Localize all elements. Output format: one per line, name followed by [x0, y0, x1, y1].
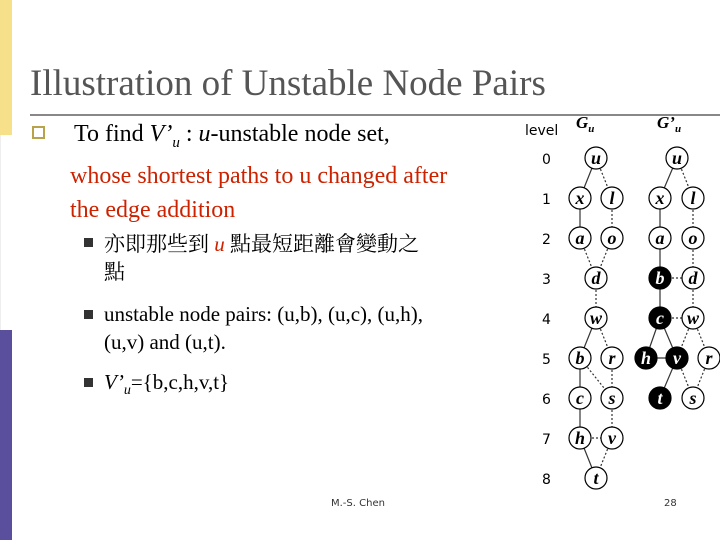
- level-number: 8: [542, 472, 551, 488]
- graph-node-label: u: [671, 148, 683, 168]
- level-number: 5: [542, 352, 551, 368]
- line1-colon: :: [179, 121, 199, 147]
- graph-node-label: d: [688, 268, 698, 288]
- sub-bullet-icon: [84, 238, 93, 247]
- graph-node-label: s: [608, 388, 616, 408]
- graph-node-label: h: [640, 348, 652, 368]
- graph-node-label: h: [574, 428, 586, 448]
- level-number: 2: [542, 232, 551, 248]
- graph-node-label: o: [607, 228, 617, 248]
- side-bar-bottom: [0, 330, 12, 540]
- level-number: 0: [542, 152, 551, 168]
- graph-node-label: w: [686, 308, 700, 328]
- sub1-text-a: 亦即那些到: [104, 232, 215, 256]
- level-number: 6: [542, 392, 551, 408]
- sub1-u: u: [214, 232, 225, 256]
- graph-node-label: l: [690, 188, 696, 208]
- level-number: 3: [542, 272, 551, 288]
- graph-node-label: c: [576, 388, 584, 408]
- graph-nodes: [569, 147, 720, 489]
- graph-node-label: v: [608, 428, 616, 448]
- line2-text: whose shortest paths to u changed after: [70, 163, 448, 189]
- vu-symbol: V’: [149, 121, 173, 147]
- sub1-text-b: 點最短距離會變動之: [224, 232, 419, 256]
- sub-bullet-1: [104, 230, 419, 286]
- graph-node-label: u: [590, 148, 602, 168]
- graph-node-label: b: [655, 268, 665, 288]
- sub1-text-c: 點: [104, 260, 125, 284]
- level-number: 1: [542, 192, 551, 208]
- graph-right-title: $G’_u$: [657, 113, 682, 135]
- sub2-line-b: (u,v) and (u,t).: [104, 330, 226, 354]
- line1-suffix: -unstable node set,: [210, 121, 390, 147]
- line3-text: the edge addition: [70, 197, 236, 223]
- graph-node-label: c: [656, 308, 664, 328]
- graph-node-label: r: [705, 348, 713, 368]
- sub-bullet-2: [104, 300, 423, 356]
- vu-subscript: u: [172, 134, 180, 151]
- graph-node-label: o: [688, 228, 698, 248]
- graph-node-label: a: [655, 228, 665, 248]
- graph-node-label: t: [657, 388, 663, 408]
- graph-node-label: b: [575, 348, 585, 368]
- graph-node-label: w: [589, 308, 603, 328]
- graph-node-label: r: [608, 348, 616, 368]
- main-bullet-text: [74, 121, 390, 152]
- sub3-v-symbol: V’: [104, 370, 124, 394]
- level-numbers: [542, 152, 551, 488]
- graph-node-label: l: [609, 188, 615, 208]
- side-bar-top: [0, 0, 12, 135]
- graph-node-label: s: [689, 388, 697, 408]
- level-header: level: [525, 123, 559, 139]
- square-bullet-icon: [32, 126, 45, 139]
- sub-bullet-icon: [84, 310, 93, 319]
- u-symbol: u: [198, 121, 211, 147]
- graph-node-label: a: [575, 228, 585, 248]
- graph-node-label: t: [593, 468, 599, 488]
- main-bullet-continuation: [70, 159, 447, 227]
- sub3-subscript: u: [123, 383, 131, 399]
- graph-node-label: x: [575, 188, 585, 208]
- slide-title: Illustration of Unstable Node Pairs: [30, 63, 546, 104]
- graph-left-title: $G_u$: [576, 113, 595, 135]
- sub2-line-a: unstable node pairs: (u,b), (u,c), (u,h),: [104, 302, 423, 326]
- side-bar-middle: [0, 135, 13, 330]
- sub-bullet-3: [104, 368, 229, 405]
- footer-author: M.-S. Chen: [331, 498, 385, 509]
- level-number: 7: [542, 432, 551, 448]
- page-number: 28: [664, 498, 677, 509]
- graph-node-label: d: [591, 268, 601, 288]
- graph-node-label: x: [655, 188, 665, 208]
- graph-node-label: v: [673, 348, 681, 368]
- level-number: 4: [542, 312, 551, 328]
- graph-diagram: [520, 110, 720, 495]
- sub-bullet-icon: [84, 378, 93, 387]
- line1-prefix: To find: [74, 121, 150, 147]
- sub3-set: ={b,c,h,v,t}: [130, 370, 230, 394]
